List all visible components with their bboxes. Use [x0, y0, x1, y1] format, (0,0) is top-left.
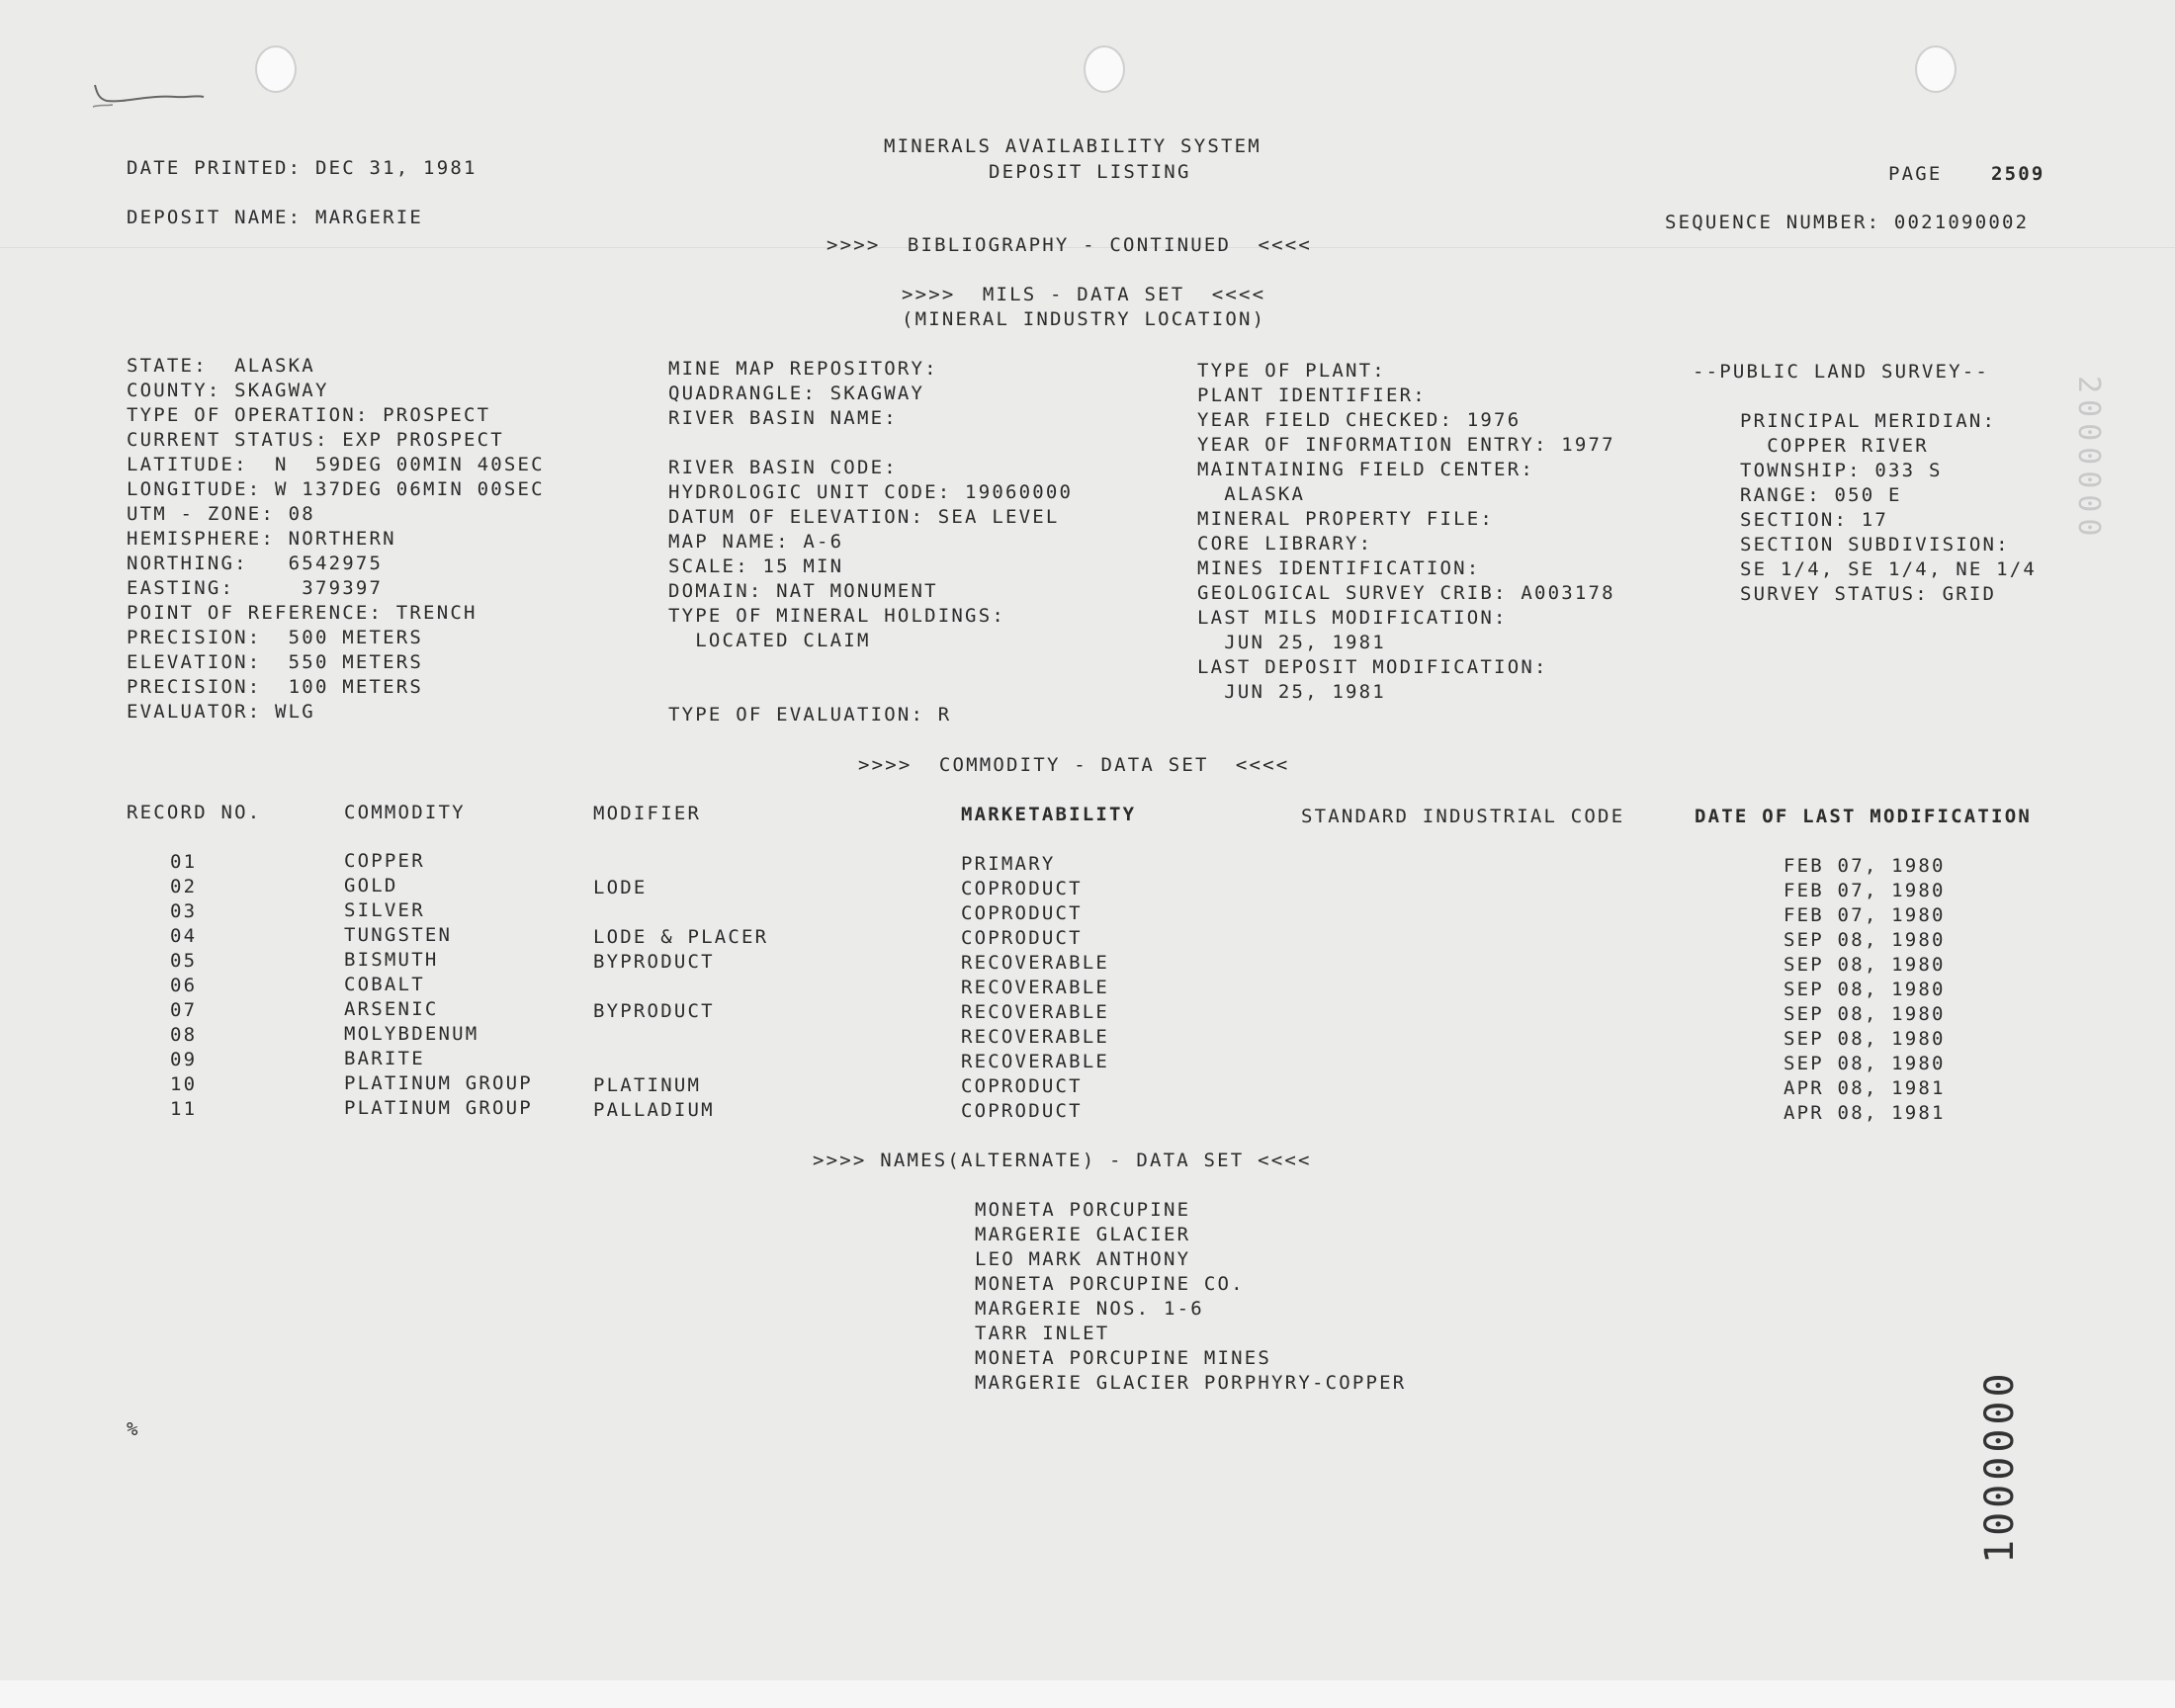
field-line: SECTION SUBDIVISION: [1740, 534, 2010, 555]
mils-column-plant [1197, 359, 1615, 705]
field-line: UTM - ZONE: 08 [127, 503, 315, 525]
modifier-cell [593, 975, 768, 999]
field-line: COPPER RIVER [1740, 435, 1929, 457]
field-line: MAINTAINING FIELD CENTER: [1197, 459, 1534, 480]
field-line: ELEVATION: 550 METERS [127, 651, 424, 673]
commodity-cell: COBALT [344, 974, 425, 995]
field-line: COUNTY: SKAGWAY [127, 380, 329, 401]
date-cell: SEP 08, 1980 [1784, 954, 1946, 976]
commodity-cell: BISMUTH [344, 949, 439, 971]
field-line: DOMAIN: NAT MONUMENT [668, 580, 938, 602]
page-label: PAGE [1888, 163, 1943, 185]
record-no-cell: 03 [170, 900, 198, 922]
field-line: SE 1/4, SE 1/4, NE 1/4 [1740, 558, 2038, 580]
marketability-cell: RECOVERABLE [961, 977, 1110, 998]
mils-heading: >>>> MILS - DATA SET <<<< [902, 284, 1266, 305]
header-date-last-modification: DATE OF LAST MODIFICATION [1695, 806, 2032, 827]
record-no-cell: 08 [170, 1024, 198, 1046]
alternate-name: MONETA PORCUPINE [975, 1199, 1191, 1221]
record-no-cell: 04 [170, 925, 198, 947]
date-cell: APR 08, 1981 [1784, 1077, 1946, 1099]
sequence-number: SEQUENCE NUMBER: 0021090002 [1665, 212, 2030, 233]
field-line: RIVER BASIN CODE: [668, 457, 898, 478]
alternate-name: MONETA PORCUPINE MINES [975, 1347, 1272, 1369]
header-standard-industrial-code: STANDARD INDUSTRIAL CODE [1301, 806, 1625, 827]
date-cell: APR 08, 1981 [1784, 1102, 1946, 1124]
marketability-cell: RECOVERABLE [961, 1026, 1110, 1048]
alternate-name: MARGERIE GLACIER [975, 1224, 1191, 1245]
date-cell: SEP 08, 1980 [1784, 929, 1946, 951]
alternate-name: TARR INLET [975, 1323, 1110, 1344]
field-line: PRECISION: 500 METERS [127, 627, 424, 648]
field-line: RANGE: 050 E [1740, 484, 1902, 506]
field-line: SURVEY STATUS: GRID [1740, 583, 1997, 605]
commodity-name-column [344, 849, 533, 1121]
listing-title: DEPOSIT LISTING [989, 161, 1191, 183]
marketability-cell: COPRODUCT [961, 902, 1083, 924]
page-number: 2509 [1991, 163, 2045, 185]
bibliography-heading: >>>> BIBLIOGRAPHY - CONTINUED <<<< [826, 234, 1313, 256]
field-line: EVALUATOR: WLG [127, 701, 315, 723]
record-no-cell: 01 [170, 851, 198, 873]
field-line: TYPE OF OPERATION: PROSPECT [127, 404, 491, 426]
names-heading: >>>> NAMES(ALTERNATE) - DATA SET <<<< [813, 1150, 1312, 1171]
field-line: TYPE OF PLANT: [1197, 360, 1386, 382]
field-line: GEOLOGICAL SURVEY CRIB: A003178 [1197, 582, 1615, 604]
modifier-cell: LODE [593, 877, 648, 898]
record-no-cell: 09 [170, 1049, 198, 1070]
field-line: CURRENT STATUS: EXP PROSPECT [127, 429, 504, 451]
field-line: TYPE OF MINERAL HOLDINGS: [668, 605, 1005, 627]
mils-subheading: (MINERAL INDUSTRY LOCATION) [902, 308, 1266, 330]
field-line: HYDROLOGIC UNIT CODE: 19060000 [668, 481, 1074, 503]
field-line: HEMISPHERE: NORTHERN [127, 528, 396, 550]
field-line: MINERAL PROPERTY FILE: [1197, 508, 1495, 530]
mils-column-location [127, 354, 545, 725]
field-line: POINT OF REFERENCE: TRENCH [127, 602, 478, 624]
field-line [668, 678, 1073, 703]
field-line: NORTHING: 6542975 [127, 553, 384, 574]
field-line: MINES IDENTIFICATION: [1197, 557, 1481, 579]
alternate-name: MONETA PORCUPINE CO. [975, 1273, 1245, 1295]
header-modifier: MODIFIER [593, 803, 702, 824]
field-line: PRINCIPAL MERIDIAN: [1740, 410, 1997, 432]
field-line: TYPE OF EVALUATION: R [668, 704, 952, 726]
alternate-name: LEO MARK ANTHONY [975, 1248, 1191, 1270]
date-cell: SEP 08, 1980 [1784, 1053, 1946, 1074]
record-no-cell: 05 [170, 950, 198, 972]
date-cell: SEP 08, 1980 [1784, 979, 1946, 1000]
commodity-cell: ARSENIC [344, 998, 439, 1020]
punch-hole-right [1915, 45, 1957, 93]
field-line: EASTING: 379397 [127, 577, 384, 599]
commodity-cell: COPPER [344, 850, 425, 872]
mils-column-map [668, 357, 1073, 727]
commodity-date-column [1784, 854, 1946, 1126]
deposit-name: DEPOSIT NAME: MARGERIE [127, 207, 424, 228]
field-line: LAST MILS MODIFICATION: [1197, 607, 1508, 629]
header-marketability: MARKETABILITY [961, 804, 1137, 825]
field-line: LOCATED CLAIM [668, 630, 871, 651]
field-line: CORE LIBRARY: [1197, 533, 1373, 555]
commodity-cell: SILVER [344, 899, 425, 921]
percent-mark: % [127, 1418, 140, 1440]
field-line: LATITUDE: N 59DEG 00MIN 40SEC [127, 454, 545, 475]
mils-column-land-survey [1740, 409, 2037, 607]
modifier-cell: PALLADIUM [593, 1099, 715, 1121]
field-line: LAST DEPOSIT MODIFICATION: [1197, 656, 1548, 678]
field-line: JUN 25, 1981 [1197, 632, 1386, 653]
record-no-cell: 07 [170, 999, 198, 1021]
modifier-cell [593, 1049, 768, 1073]
field-line: JUN 25, 1981 [1197, 681, 1386, 703]
modifier-cell [593, 900, 768, 925]
modifier-cell: PLATINUM [593, 1074, 702, 1096]
handwritten-mark [87, 73, 216, 113]
record-no-cell: 06 [170, 975, 198, 996]
date-cell: SEP 08, 1980 [1784, 1003, 1946, 1025]
marketability-cell: PRIMARY [961, 853, 1056, 875]
commodity-cell: PLATINUM GROUP [344, 1097, 533, 1119]
scan-bottom-edge [0, 1680, 2175, 1708]
field-line: PRECISION: 100 METERS [127, 676, 424, 698]
marketability-cell: COPRODUCT [961, 1075, 1083, 1097]
date-cell: FEB 07, 1980 [1784, 855, 1946, 877]
commodity-cell: TUNGSTEN [344, 924, 453, 946]
marketability-cell: RECOVERABLE [961, 1001, 1110, 1023]
stamp-number: 1000000 [1977, 1369, 2023, 1564]
faint-stamp-number: 2000000 [2071, 376, 2106, 543]
field-line: RIVER BASIN NAME: [668, 407, 898, 429]
commodity-modifier-column [593, 851, 768, 1123]
field-line: SECTION: 17 [1740, 509, 1889, 531]
modifier-cell [593, 851, 768, 876]
marketability-cell: RECOVERABLE [961, 952, 1110, 974]
field-line: DATUM OF ELEVATION: SEA LEVEL [668, 506, 1060, 528]
commodity-marketability-column [961, 852, 1109, 1124]
date-cell: SEP 08, 1980 [1784, 1028, 1946, 1050]
punch-hole-left [255, 45, 297, 93]
field-line: QUADRANGLE: SKAGWAY [668, 383, 925, 404]
field-line: MAP NAME: A-6 [668, 531, 844, 553]
record-no-cell: 11 [170, 1098, 198, 1120]
commodity-cell: GOLD [344, 875, 398, 897]
alternate-name: MARGERIE GLACIER PORPHYRY-COPPER [975, 1372, 1407, 1394]
field-line: STATE: ALASKA [127, 355, 315, 377]
marketability-cell: COPRODUCT [961, 878, 1083, 899]
commodity-cell: PLATINUM GROUP [344, 1072, 533, 1094]
system-title: MINERALS AVAILABILITY SYSTEM [884, 135, 1262, 157]
field-line: PLANT IDENTIFIER: [1197, 384, 1427, 406]
field-line: SCALE: 15 MIN [668, 555, 844, 577]
modifier-cell [593, 1024, 768, 1049]
commodity-heading: >>>> COMMODITY - DATA SET <<<< [858, 754, 1290, 776]
date-cell: FEB 07, 1980 [1784, 904, 1946, 926]
field-line: YEAR OF INFORMATION ENTRY: 1977 [1197, 434, 1615, 456]
field-line: ALASKA [1197, 483, 1306, 505]
land-survey-heading: --PUBLIC LAND SURVEY-- [1693, 361, 1990, 383]
record-no-cell: 10 [170, 1073, 198, 1095]
header-record-no: RECORD NO. [127, 802, 262, 823]
field-line: MINE MAP REPOSITORY: [668, 358, 938, 380]
modifier-cell: LODE & PLACER [593, 926, 769, 948]
commodity-cell: MOLYBDENUM [344, 1023, 479, 1045]
field-line: TOWNSHIP: 033 S [1740, 460, 1943, 481]
marketability-cell: RECOVERABLE [961, 1051, 1110, 1072]
date-printed: DATE PRINTED: DEC 31, 1981 [127, 157, 478, 179]
punch-hole-center [1084, 45, 1125, 93]
record-no-cell: 02 [170, 876, 198, 897]
marketability-cell: COPRODUCT [961, 927, 1083, 949]
field-line: LONGITUDE: W 137DEG 06MIN 00SEC [127, 478, 545, 500]
marketability-cell: COPRODUCT [961, 1100, 1083, 1122]
commodity-record-column [170, 850, 197, 1122]
modifier-cell: BYPRODUCT [593, 1000, 715, 1022]
alternate-name: MARGERIE NOS. 1-6 [975, 1298, 1204, 1320]
header-commodity: COMMODITY [344, 802, 466, 823]
field-line [668, 431, 1073, 456]
field-line: YEAR FIELD CHECKED: 1976 [1197, 409, 1522, 431]
alternate-names-list [975, 1198, 1406, 1396]
commodity-cell: BARITE [344, 1048, 425, 1069]
date-cell: FEB 07, 1980 [1784, 880, 1946, 901]
field-line [668, 653, 1073, 678]
modifier-cell: BYPRODUCT [593, 951, 715, 973]
